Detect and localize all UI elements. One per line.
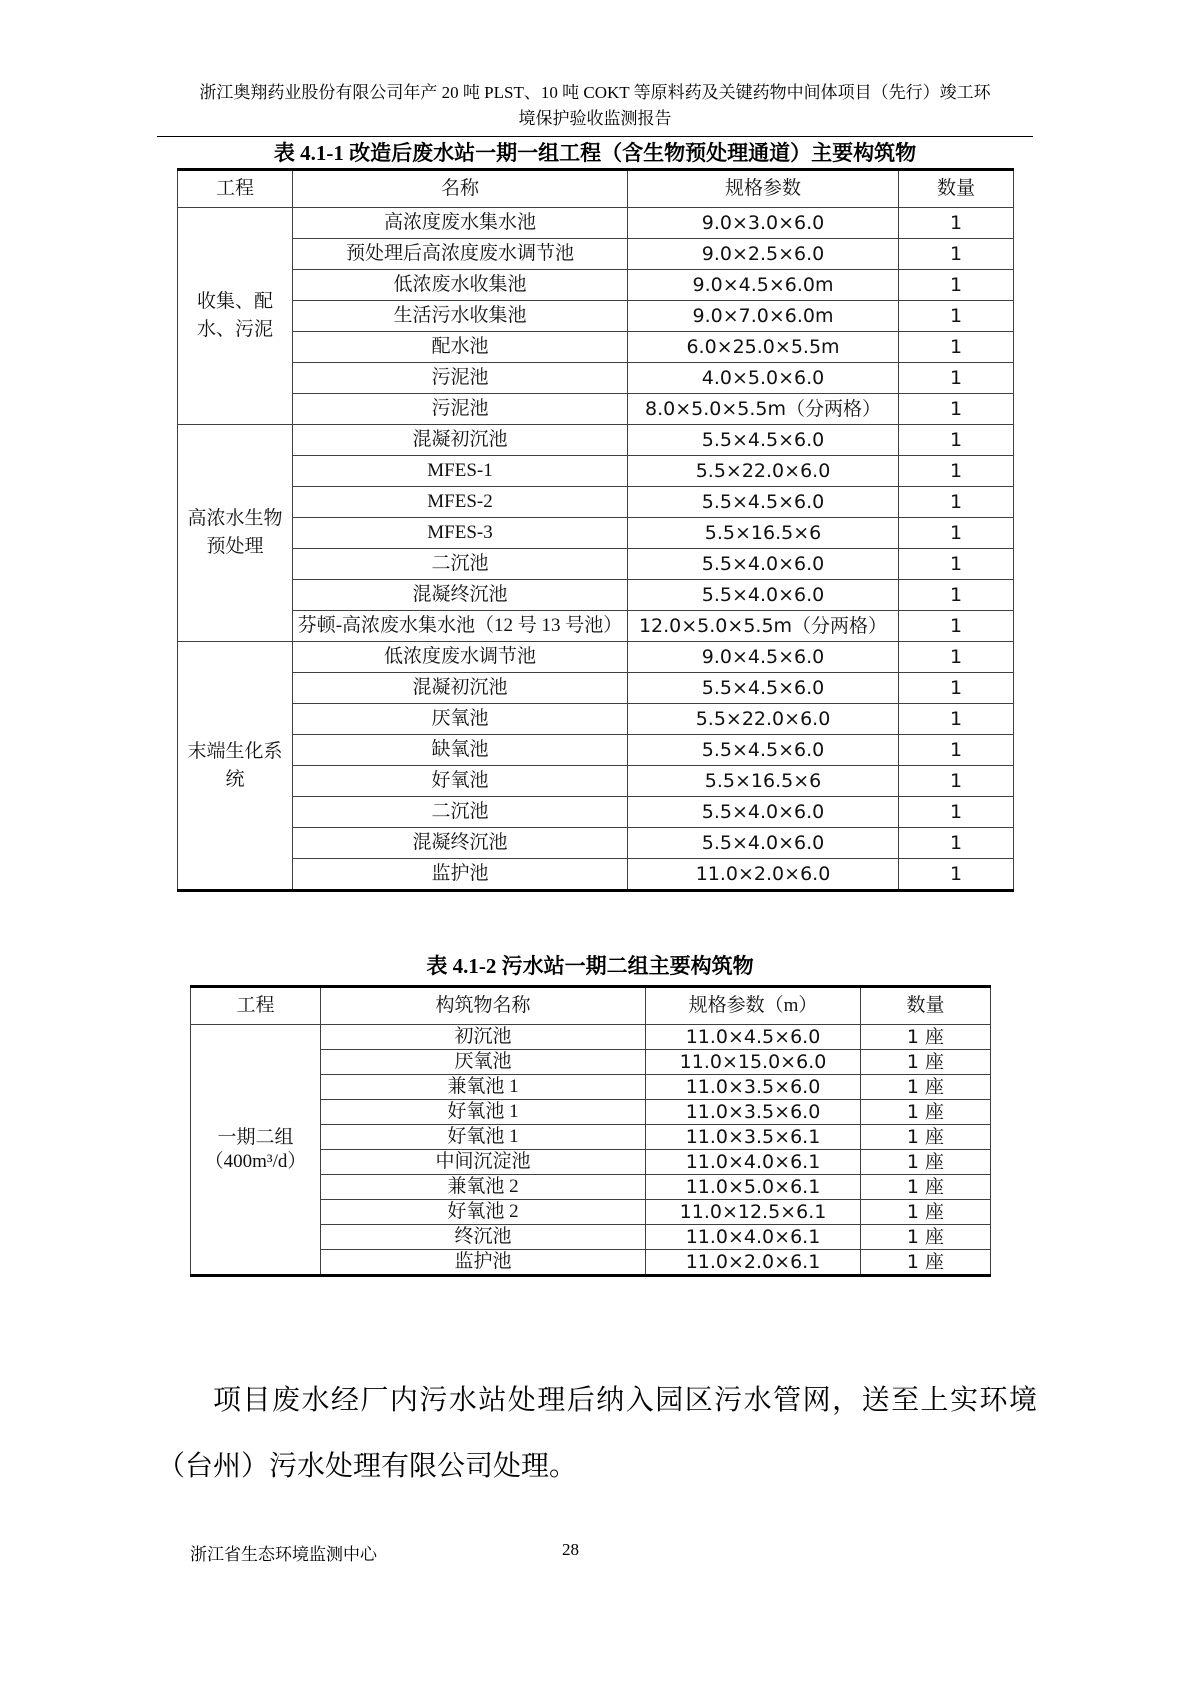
- spec-cell: 9.0×4.5×6.0m: [628, 270, 899, 301]
- table-header-row: [178, 170, 1014, 208]
- spec-cell: 9.0×4.5×6.0: [628, 642, 899, 673]
- name-cell: 混凝初沉池: [293, 425, 628, 456]
- quantity-cell: 1 座: [861, 1225, 991, 1250]
- spec-cell: 5.5×4.0×6.0: [628, 797, 899, 828]
- column-header: 名称: [293, 170, 628, 208]
- page-header: [157, 80, 1033, 137]
- table-row: [178, 363, 1014, 394]
- column-header: 工程: [191, 987, 321, 1025]
- spec-cell: 11.0×4.5×6.0: [646, 1025, 861, 1050]
- spec-cell: 11.0×5.0×6.1: [646, 1175, 861, 1200]
- spec-cell: 11.0×2.0×6.0: [628, 859, 899, 891]
- quantity-cell: 1: [899, 766, 1014, 797]
- name-cell: 混凝初沉池: [293, 673, 628, 704]
- quantity-cell: 1 座: [861, 1150, 991, 1175]
- spec-cell: 5.5×4.5×6.0: [628, 735, 899, 766]
- quantity-cell: 1: [899, 735, 1014, 766]
- quantity-cell: 1: [899, 301, 1014, 332]
- spec-cell: 5.5×16.5×6: [628, 766, 899, 797]
- page-header-line2: 境保护验收监测报告: [518, 109, 672, 128]
- table-row: [178, 673, 1014, 704]
- group-label-cell: 高浓水生物预处理: [178, 425, 293, 642]
- name-cell: 中间沉淀池: [321, 1150, 646, 1175]
- name-cell: 初沉池: [321, 1025, 646, 1050]
- name-cell: 兼氧池 1: [321, 1075, 646, 1100]
- spec-cell: 11.0×12.5×6.1: [646, 1200, 861, 1225]
- group-label-cell: 收集、配水、污泥: [178, 208, 293, 425]
- quantity-cell: 1 座: [861, 1075, 991, 1100]
- spec-cell: 5.5×4.5×6.0: [628, 673, 899, 704]
- quantity-cell: 1: [899, 208, 1014, 239]
- name-cell: 低浓度废水调节池: [293, 642, 628, 673]
- table-row: [178, 797, 1014, 828]
- group-label-cell: 末端生化系统: [178, 642, 293, 891]
- table-2: [190, 985, 991, 1277]
- name-cell: 混凝终沉池: [293, 580, 628, 611]
- quantity-cell: 1: [899, 487, 1014, 518]
- spec-cell: 11.0×2.0×6.1: [646, 1250, 861, 1276]
- page-number: 28: [562, 1540, 579, 1559]
- spec-cell: 11.0×15.0×6.0: [646, 1050, 861, 1075]
- spec-cell: 5.5×16.5×6: [628, 518, 899, 549]
- spec-cell: 11.0×3.5×6.0: [646, 1075, 861, 1100]
- name-cell: 二沉池: [293, 549, 628, 580]
- table-row: [178, 487, 1014, 518]
- quantity-cell: 1 座: [861, 1200, 991, 1225]
- table-row: [178, 270, 1014, 301]
- name-cell: 终沉池: [321, 1225, 646, 1250]
- spec-cell: 5.5×4.5×6.0: [628, 487, 899, 518]
- spec-cell: 11.0×3.5×6.1: [646, 1125, 861, 1150]
- name-cell: 好氧池: [293, 766, 628, 797]
- quantity-cell: 1: [899, 611, 1014, 642]
- name-cell: 芬顿-高浓废水集水池（12 号 13 号池）: [293, 611, 628, 642]
- name-cell: 厌氧池: [321, 1050, 646, 1075]
- quantity-cell: 1: [899, 363, 1014, 394]
- table-row: [178, 766, 1014, 797]
- name-cell: 二沉池: [293, 797, 628, 828]
- quantity-cell: 1: [899, 239, 1014, 270]
- table-header-row: [191, 987, 991, 1025]
- quantity-cell: 1: [899, 394, 1014, 425]
- column-header: 工程: [178, 170, 293, 208]
- table-row: [178, 332, 1014, 363]
- quantity-cell: 1 座: [861, 1025, 991, 1050]
- table-2-title: 表 4.1-2 污水站一期二组主要构筑物: [426, 954, 754, 978]
- spec-cell: 5.5×4.0×6.0: [628, 580, 899, 611]
- quantity-cell: 1 座: [861, 1050, 991, 1075]
- column-header: 数量: [899, 170, 1014, 208]
- quantity-cell: 1 座: [861, 1100, 991, 1125]
- spec-cell: 5.5×4.0×6.0: [628, 828, 899, 859]
- table-row: [178, 735, 1014, 766]
- name-cell: MFES-3: [293, 518, 628, 549]
- table-row: [178, 859, 1014, 891]
- table-row: [178, 425, 1014, 456]
- table-row: [178, 704, 1014, 735]
- quantity-cell: 1: [899, 270, 1014, 301]
- spec-cell: 4.0×5.0×6.0: [628, 363, 899, 394]
- footer-org: 浙江省生态环境监测中心: [190, 1545, 377, 1564]
- name-cell: 好氧池 1: [321, 1125, 646, 1150]
- body-paragraph: 项目废水经厂内污水站处理后纳入园区污水管网，送至上实环境（台州）污水处理有限公司处理。: [157, 1385, 1037, 1482]
- name-cell: 配水池: [293, 332, 628, 363]
- quantity-cell: 1: [899, 704, 1014, 735]
- spec-cell: 9.0×3.0×6.0: [628, 208, 899, 239]
- table-row: [178, 394, 1014, 425]
- page-header-line1: 浙江奥翔药业股份有限公司年产 20 吨 PLST、10 吨 COKT 等原料药及关键药物中间体项目（先行）竣工环: [199, 83, 991, 102]
- table-row: [178, 239, 1014, 270]
- quantity-cell: 1: [899, 456, 1014, 487]
- column-header: 规格参数（m）: [646, 987, 861, 1025]
- table-1-title: 表 4.1-1 改造后废水站一期一组工程（含生物预处理通道）主要构筑物: [273, 141, 917, 165]
- spec-cell: 11.0×4.0×6.1: [646, 1150, 861, 1175]
- quantity-cell: 1: [899, 332, 1014, 363]
- name-cell: 生活污水收集池: [293, 301, 628, 332]
- spec-cell: 5.5×22.0×6.0: [628, 704, 899, 735]
- table-row: [178, 549, 1014, 580]
- spec-cell: 6.0×25.0×5.5m: [628, 332, 899, 363]
- page-footer: [190, 1540, 1033, 1565]
- name-cell: MFES-2: [293, 487, 628, 518]
- table-row: [178, 642, 1014, 673]
- spec-cell: 5.5×4.0×6.0: [628, 549, 899, 580]
- quantity-cell: 1: [899, 828, 1014, 859]
- quantity-cell: 1: [899, 549, 1014, 580]
- table-row: [178, 518, 1014, 549]
- spec-cell: 9.0×7.0×6.0m: [628, 301, 899, 332]
- quantity-cell: 1: [899, 518, 1014, 549]
- spec-cell: 5.5×4.5×6.0: [628, 425, 899, 456]
- spec-cell: 11.0×3.5×6.0: [646, 1100, 861, 1125]
- name-cell: 兼氧池 2: [321, 1175, 646, 1200]
- quantity-cell: 1: [899, 642, 1014, 673]
- spec-cell: 8.0×5.0×5.5m（分两格）: [628, 394, 899, 425]
- name-cell: 污泥池: [293, 363, 628, 394]
- name-cell: MFES-1: [293, 456, 628, 487]
- spec-cell: 12.0×5.0×5.5m（分两格）: [628, 611, 899, 642]
- spec-cell: 11.0×4.0×6.1: [646, 1225, 861, 1250]
- name-cell: 监护池: [321, 1250, 646, 1276]
- name-cell: 厌氧池: [293, 704, 628, 735]
- quantity-cell: 1: [899, 797, 1014, 828]
- column-header: 规格参数: [628, 170, 899, 208]
- name-cell: 缺氧池: [293, 735, 628, 766]
- table-row: [178, 611, 1014, 642]
- name-cell: 监护池: [293, 859, 628, 891]
- table-row: [178, 456, 1014, 487]
- column-header: 构筑物名称: [321, 987, 646, 1025]
- table-row: [178, 301, 1014, 332]
- table-1: [177, 168, 1014, 892]
- quantity-cell: 1 座: [861, 1250, 991, 1276]
- spec-cell: 9.0×2.5×6.0: [628, 239, 899, 270]
- quantity-cell: 1: [899, 425, 1014, 456]
- quantity-cell: 1 座: [861, 1175, 991, 1200]
- name-cell: 预处理后高浓度废水调节池: [293, 239, 628, 270]
- table-row: [178, 208, 1014, 239]
- quantity-cell: 1: [899, 673, 1014, 704]
- quantity-cell: 1: [899, 859, 1014, 891]
- quantity-cell: 1: [899, 580, 1014, 611]
- table-row: [178, 828, 1014, 859]
- name-cell: 低浓废水收集池: [293, 270, 628, 301]
- table-row: [191, 1025, 991, 1050]
- column-header: 数量: [861, 987, 991, 1025]
- name-cell: 污泥池: [293, 394, 628, 425]
- table-row: [178, 580, 1014, 611]
- name-cell: 好氧池 1: [321, 1100, 646, 1125]
- name-cell: 高浓度废水集水池: [293, 208, 628, 239]
- group-label-cell: 一期二组（400m³/d）: [191, 1025, 321, 1276]
- spec-cell: 5.5×22.0×6.0: [628, 456, 899, 487]
- name-cell: 好氧池 2: [321, 1200, 646, 1225]
- quantity-cell: 1 座: [861, 1125, 991, 1150]
- name-cell: 混凝终沉池: [293, 828, 628, 859]
